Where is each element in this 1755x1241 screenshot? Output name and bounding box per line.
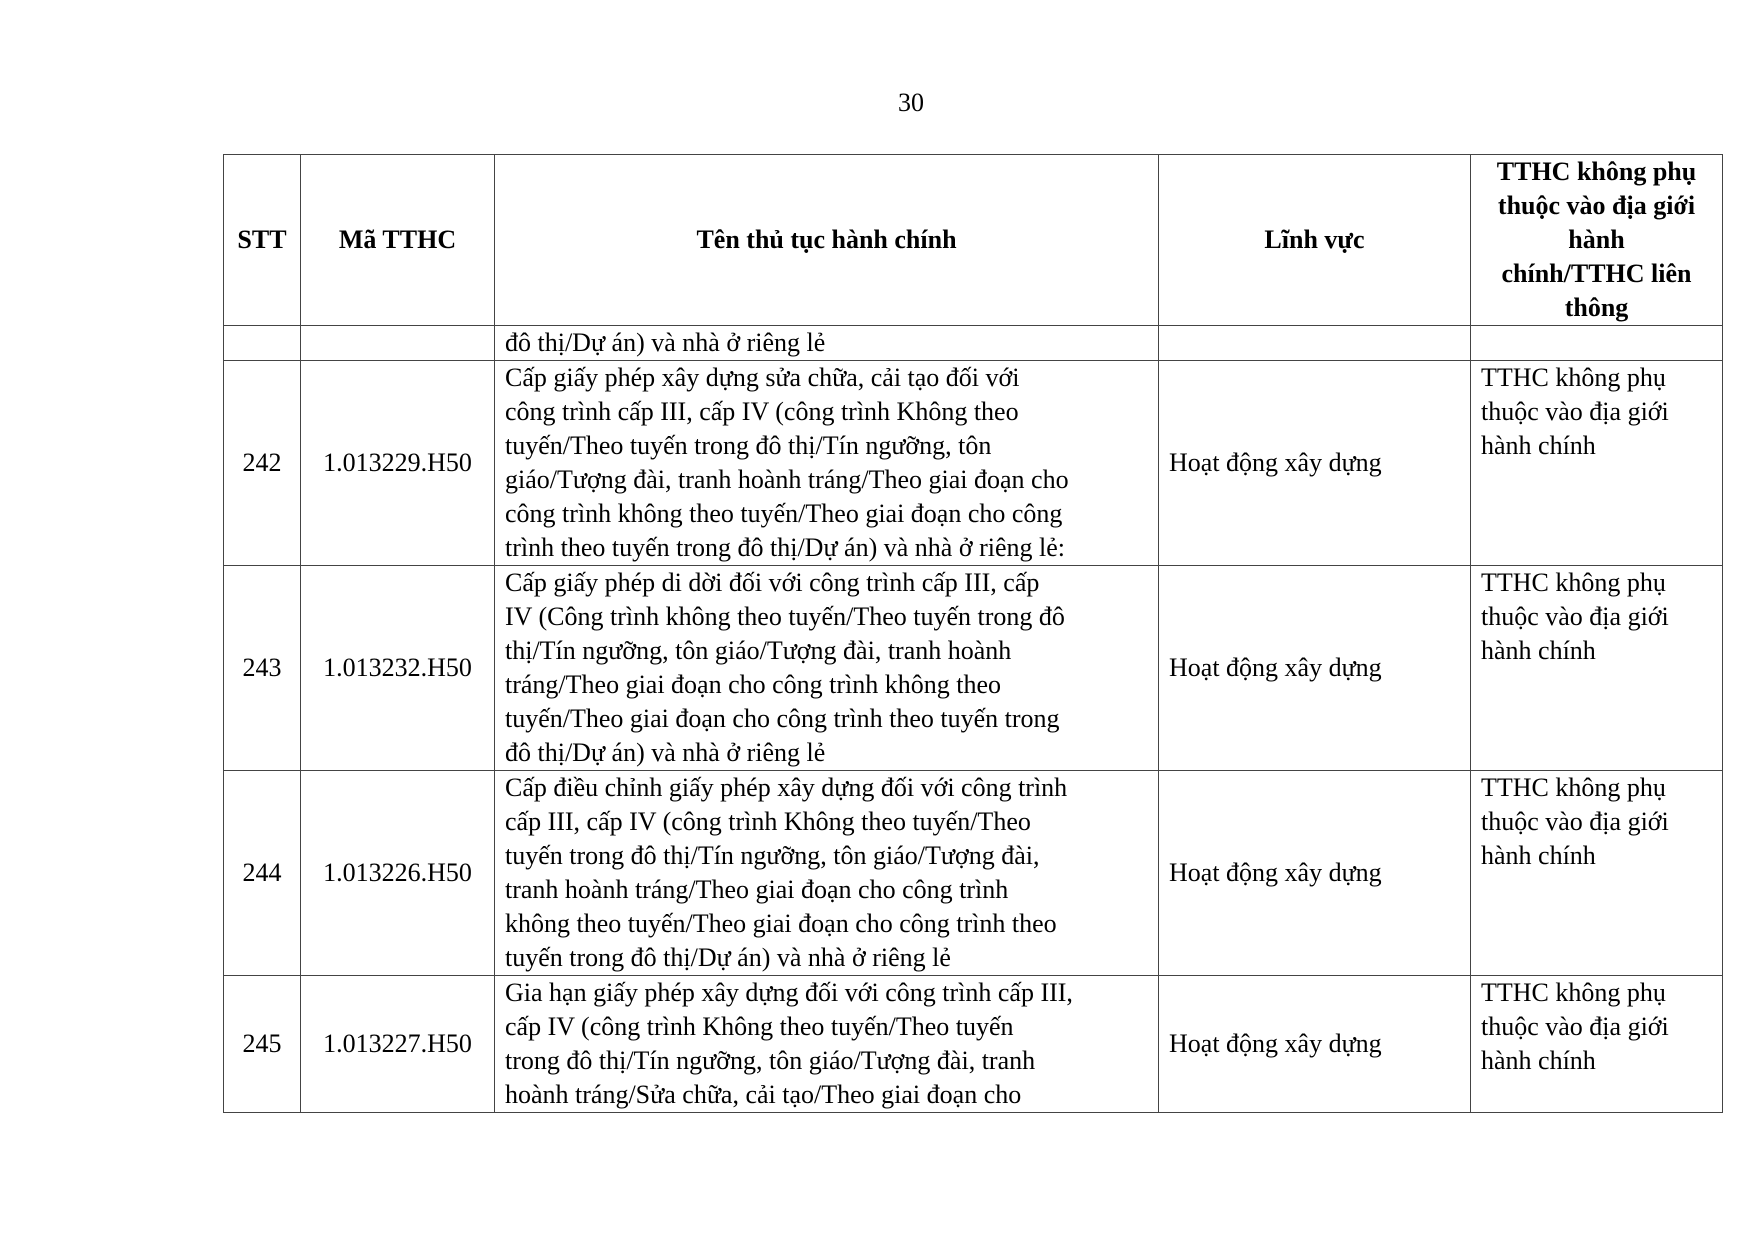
- cell-field: Hoạt động xây dựng: [1159, 976, 1471, 1113]
- text-line: công trình không theo tuyến/Theo giai đoạn cho công: [505, 499, 1063, 528]
- text-line: trong đô thị/Tín ngưỡng, tôn giáo/Tượng đài, tranh: [505, 1046, 1036, 1075]
- text-line: thuộc vào địa giới: [1481, 397, 1669, 426]
- cell-name: [495, 566, 1159, 771]
- text-line: TTHC không phụ: [1481, 568, 1666, 597]
- text-line: IV (Công trình không theo tuyến/Theo tuyến trong đô: [505, 602, 1065, 631]
- text-line: tráng/Theo giai đoạn cho công trình không theo: [505, 670, 1002, 699]
- cell-note: [1471, 361, 1723, 566]
- text-line: tuyến trong đô thị/Tín ngưỡng, tôn giáo/Tượng đài,: [505, 841, 1040, 870]
- text-line: hành chính: [1481, 1046, 1596, 1075]
- text-line: tranh hoành tráng/Theo giai đoạn cho công trình: [505, 875, 1009, 904]
- cell-note: [1471, 326, 1723, 361]
- cell-code: 1.013229.H50: [301, 361, 495, 566]
- header-note: [1471, 155, 1723, 326]
- text-line: cấp III, cấp IV (công trình Không theo tuyến/Theo: [505, 807, 1031, 836]
- cell-field: Hoạt động xây dựng: [1159, 771, 1471, 976]
- table-row: [224, 976, 1723, 1113]
- cell-field: [1159, 326, 1471, 361]
- header-note-line: TTHC không phụ: [1496, 157, 1697, 186]
- cell-note: [1471, 566, 1723, 771]
- text-line: thuộc vào địa giới: [1481, 1012, 1669, 1041]
- cell-code: 1.013226.H50: [301, 771, 495, 976]
- name-line: đô thị/Dự án) và nhà ở riêng lẻ: [505, 328, 826, 357]
- text-line: Cấp giấy phép di dời đối với công trình cấp III, cấp: [505, 568, 1040, 597]
- header-name: Tên thủ tục hành chính: [495, 155, 1159, 326]
- text-line: trình theo tuyến trong đô thị/Dự án) và nhà ở riêng lẻ:: [505, 533, 1065, 562]
- text-line: tuyến/Theo tuyến trong đô thị/Tín ngưỡng, tôn: [505, 431, 992, 460]
- cell-code: [301, 326, 495, 361]
- cell-field: Hoạt động xây dựng: [1159, 361, 1471, 566]
- header-stt: STT: [224, 155, 301, 326]
- page-number: 30: [898, 88, 924, 117]
- text-line: cấp IV (công trình Không theo tuyến/Theo tuyến: [505, 1012, 1014, 1041]
- text-line: Cấp điều chỉnh giấy phép xây dựng đối với công trình: [505, 773, 1068, 802]
- cell-code: 1.013227.H50: [301, 976, 495, 1113]
- text-line: TTHC không phụ: [1481, 363, 1666, 392]
- table-row: [224, 361, 1723, 566]
- text-line: không theo tuyến/Theo giai đoạn cho công trình theo: [505, 909, 1057, 938]
- text-line: đô thị/Dự án) và nhà ở riêng lẻ: [505, 738, 826, 767]
- table-row: [224, 566, 1723, 771]
- cell-stt: 244: [224, 771, 301, 976]
- text-line: thuộc vào địa giới: [1481, 807, 1669, 836]
- cell-stt: 242: [224, 361, 301, 566]
- header-note-line: hành: [1568, 225, 1625, 254]
- text-line: tuyến trong đô thị/Dự án) và nhà ở riêng lẻ: [505, 943, 951, 972]
- procedures-table: [223, 154, 1723, 1113]
- cell-note: [1471, 771, 1723, 976]
- text-line: hành chính: [1481, 431, 1596, 460]
- table-header-row: [224, 155, 1723, 326]
- header-field: Lĩnh vực: [1159, 155, 1471, 326]
- header-note-line: thuộc vào địa giới: [1497, 191, 1696, 220]
- text-line: Cấp giấy phép xây dựng sửa chữa, cải tạo đối với: [505, 363, 1020, 392]
- text-line: hoành tráng/Sửa chữa, cải tạo/Theo giai đoạn cho: [505, 1080, 1022, 1109]
- text-line: giáo/Tượng đài, tranh hoành tráng/Theo giai đoạn cho: [505, 465, 1069, 494]
- cell-note: [1471, 976, 1723, 1113]
- cell-stt: 245: [224, 976, 301, 1113]
- table-row: [224, 771, 1723, 976]
- text-line: thuộc vào địa giới: [1481, 602, 1669, 631]
- cell-stt: [224, 326, 301, 361]
- text-line: TTHC không phụ: [1481, 773, 1666, 802]
- continuation-row: [224, 326, 1723, 361]
- header-code: Mã TTHC: [301, 155, 495, 326]
- cell-name: [495, 326, 1159, 361]
- cell-name: [495, 976, 1159, 1113]
- cell-name: [495, 771, 1159, 976]
- text-line: hành chính: [1481, 636, 1596, 665]
- text-line: Gia hạn giấy phép xây dựng đối với công trình cấp III,: [505, 978, 1073, 1007]
- cell-stt: 243: [224, 566, 301, 771]
- text-line: hành chính: [1481, 841, 1596, 870]
- text-line: TTHC không phụ: [1481, 978, 1666, 1007]
- text-line: công trình cấp III, cấp IV (công trình Không theo: [505, 397, 1019, 426]
- text-line: thị/Tín ngưỡng, tôn giáo/Tượng đài, tranh hoành: [505, 636, 1012, 665]
- header-note-line: chính/TTHC liên: [1501, 259, 1692, 288]
- cell-name: [495, 361, 1159, 566]
- header-note-line: thông: [1564, 293, 1629, 322]
- cell-code: 1.013232.H50: [301, 566, 495, 771]
- text-line: tuyến/Theo giai đoạn cho công trình theo tuyến trong: [505, 704, 1060, 733]
- cell-field: Hoạt động xây dựng: [1159, 566, 1471, 771]
